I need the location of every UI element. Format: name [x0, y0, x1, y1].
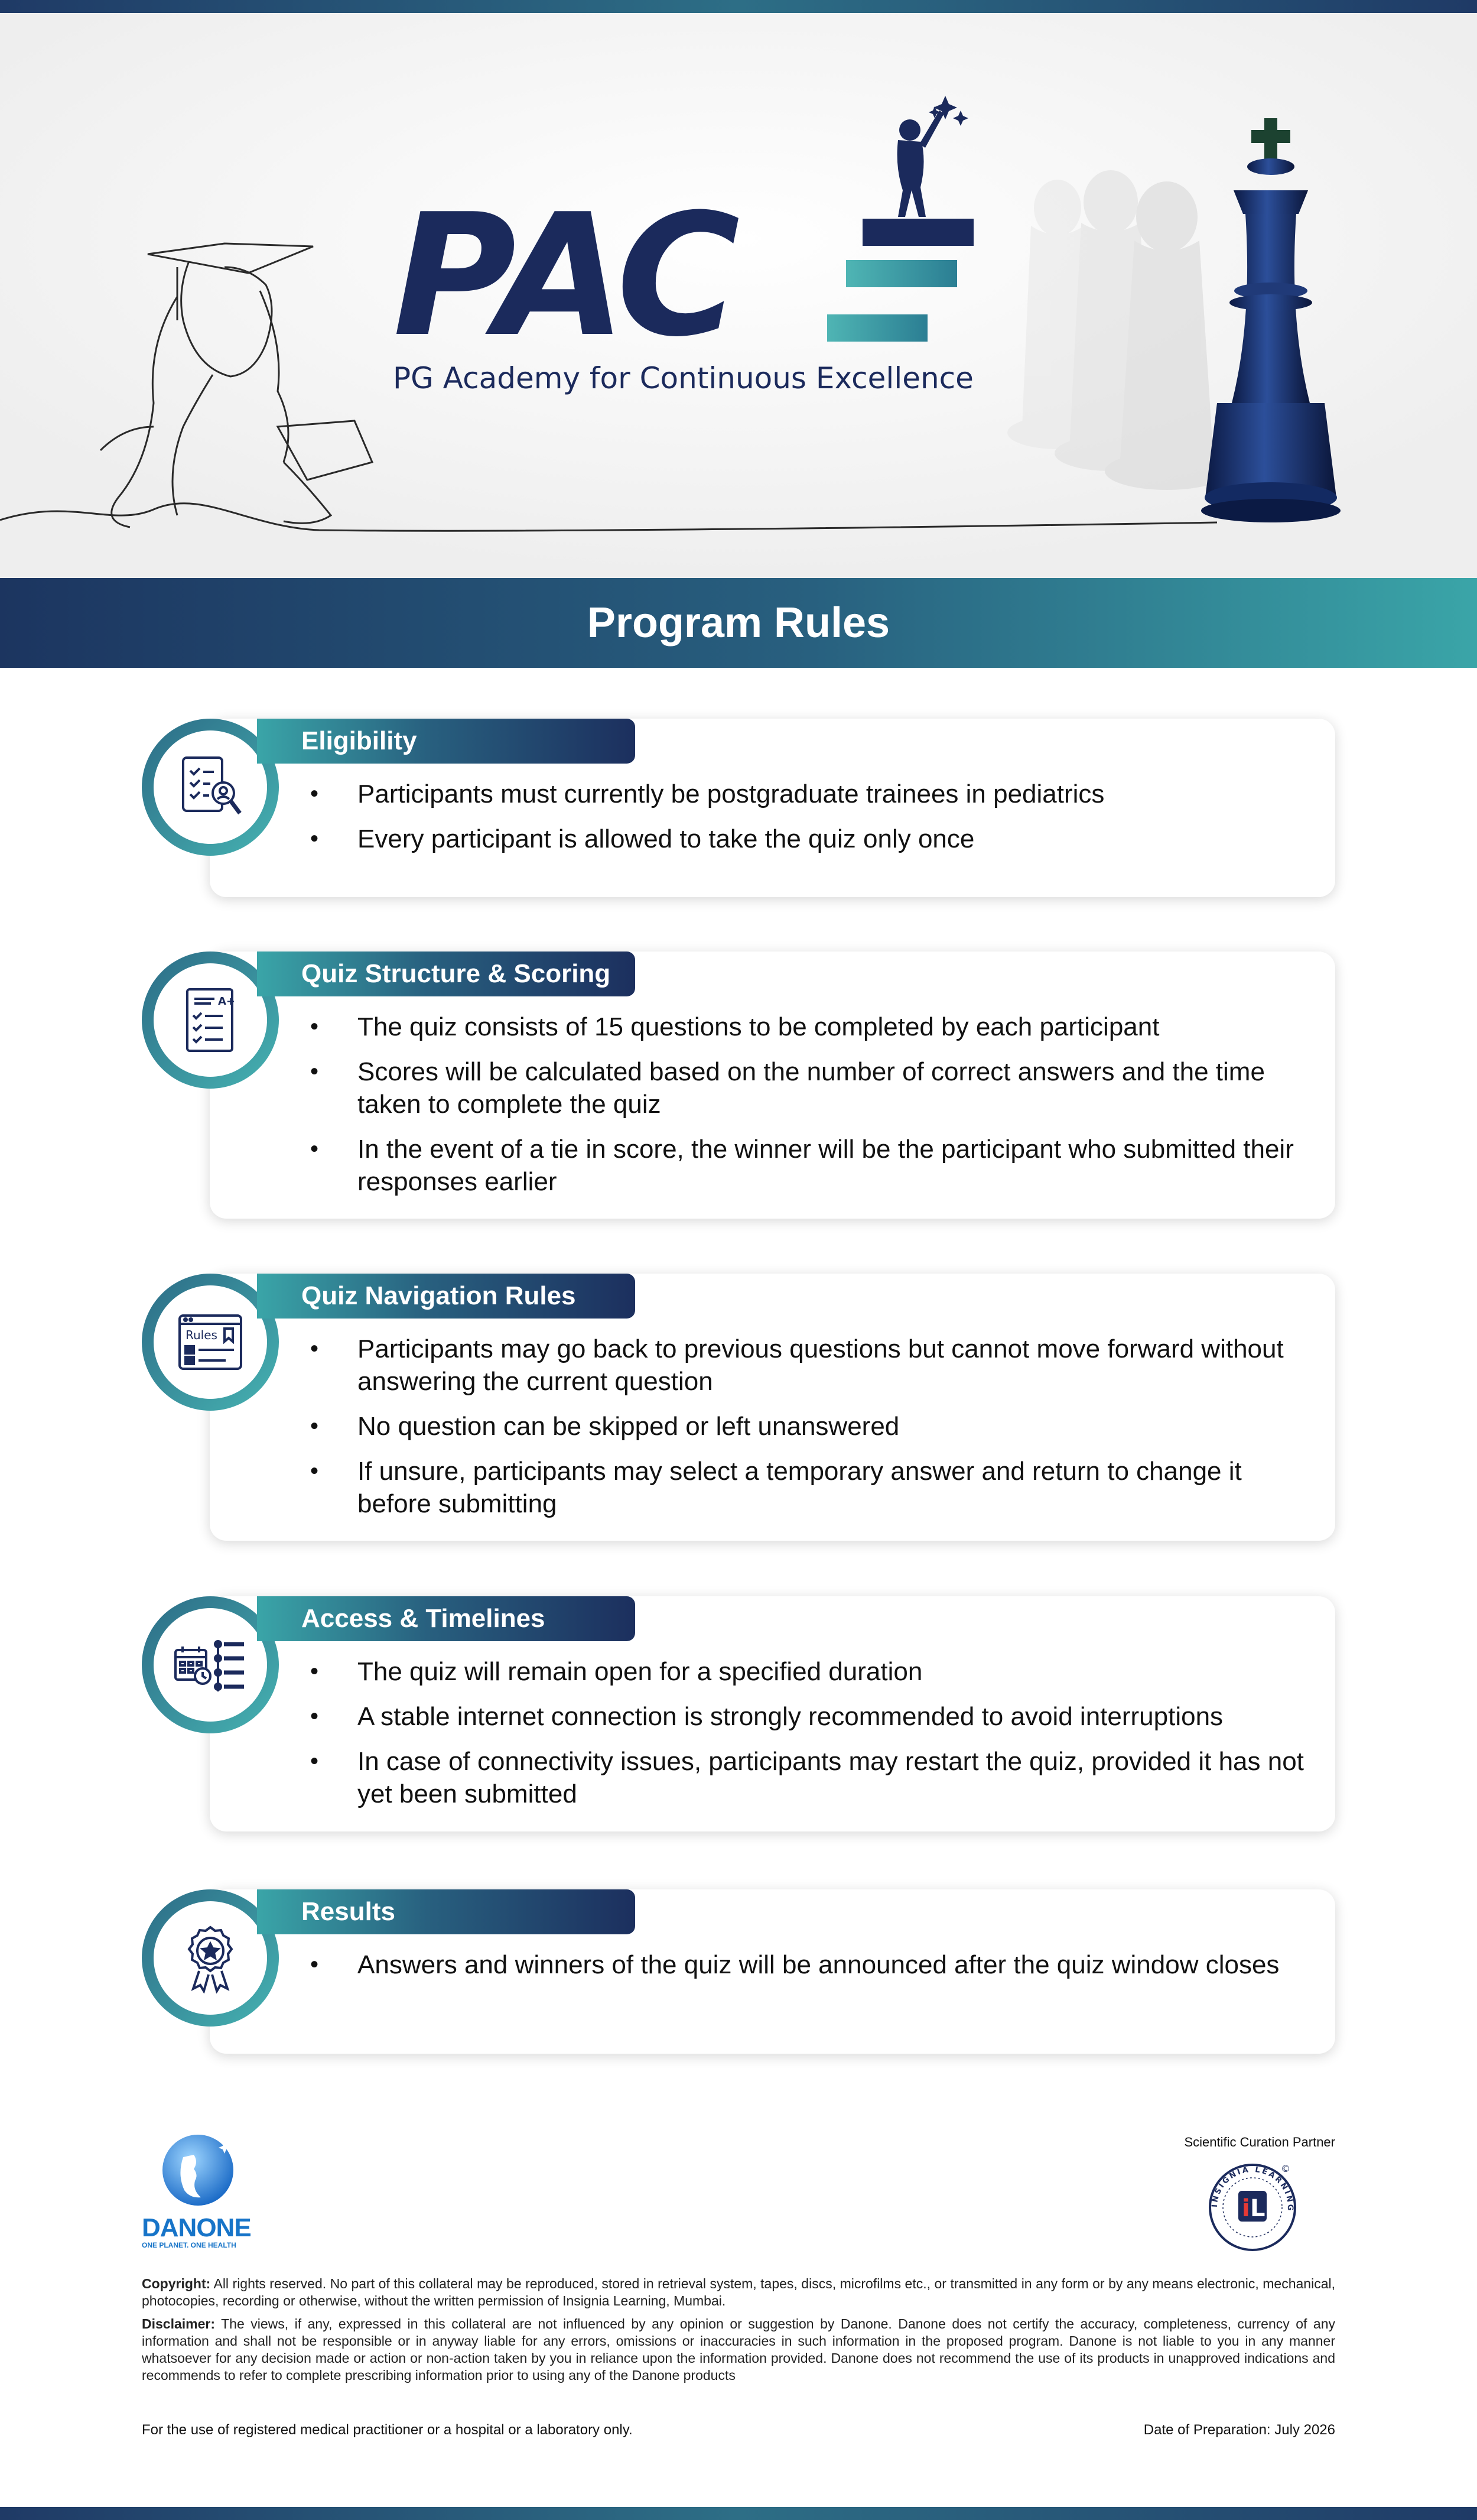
bullet-list: [310, 1011, 1320, 1210]
list-item: • If unsure, participants may select a temporary answer and return to change it before submitting: [310, 1455, 1320, 1520]
graded-checklist-icon: [178, 985, 243, 1056]
svg-text:Rules: Rules: [186, 1328, 217, 1342]
list-item: • No question can be skipped or left unanswered: [310, 1410, 1320, 1443]
danone-tagline: ONE PLANET. ONE HEALTH: [142, 2241, 236, 2249]
section-title: Quiz Structure & Scoring: [301, 959, 611, 988]
section-title: Results: [301, 1897, 395, 1926]
section-title-tab: [257, 719, 635, 764]
award-ribbon-icon: [178, 1923, 243, 1993]
list-item: • Participants may go back to previous questions but cannot move forward without answering the current question: [310, 1333, 1320, 1398]
disclaimer-notice: [142, 2316, 1335, 2384]
list-item: • In the event of a tie in score, the winner will be the participant who submitted their responses earlier: [310, 1133, 1320, 1198]
section-title-tab: [257, 1274, 635, 1319]
bottom-accent-bar: [0, 2507, 1477, 2520]
usage-note: For the use of registered medical practitioner or a hospital or a laboratory only.: [142, 2422, 633, 2438]
svg-text:INSIGNIA LEARNING: INSIGNIA LEARNING: [1210, 2165, 1295, 2213]
bullet-list: [310, 1949, 1320, 1993]
top-accent-bar: [0, 0, 1477, 13]
copyright-label: Copyright:: [142, 2276, 211, 2291]
partner-label: Scientific Curation Partner: [1184, 2135, 1335, 2149]
list-item: • Participants must currently be postgraduate trainees in pediatrics: [310, 778, 1320, 810]
list-item: • In case of connectivity issues, participants may restart the quiz, provided it has not yet been submitted: [310, 1745, 1320, 1810]
hero-illustration: [0, 13, 1477, 578]
list-item: • Every participant is allowed to take the quiz only once: [310, 823, 1320, 855]
rules-window-icon: [175, 1310, 246, 1375]
svg-text:L: L: [1250, 2195, 1265, 2222]
title-band: [0, 578, 1477, 668]
insignia-learning-logo: [1205, 2160, 1300, 2255]
section-access-timelines: [142, 1596, 1335, 1831]
danone-brand-name: DANONE: [142, 2213, 251, 2242]
section-title: Quiz Navigation Rules: [301, 1281, 576, 1310]
copyright-notice: [142, 2275, 1335, 2310]
document-search-icon: [175, 752, 246, 823]
disclaimer-text: The views, if any, expressed in this collateral are not influenced by any opinion or suggestion by Danone. Danone does not certify the accuracy, completeness, currency of any information and shall not be responsible or in anyway liable for any errors, omissions or inaccuracies in such information in the proposed program. Danone is not liable to you in any manner whatsoever for any decision made or action or non-action taken by you in reliance upon the information provided. Danone does not recommend the use of its products in unapproved indications and recommends to refer to complete prescribing information prior to using any of the Danone products: [142, 2316, 1335, 2383]
calendar-clock-icon: [172, 1632, 249, 1697]
date-of-preparation: Date of Preparation: July 2026: [1143, 2422, 1335, 2438]
chess-pawns: [1007, 170, 1229, 490]
pace-logo-subtitle: PG Academy for Continuous Excellence: [393, 361, 974, 395]
list-item: • Answers and winners of the quiz will be announced after the quiz window closes: [310, 1949, 1320, 1981]
danone-logo-icon: [142, 2133, 254, 2216]
page-title: Program Rules: [587, 599, 890, 647]
list-item: • The quiz will remain open for a specified duration: [310, 1655, 1320, 1688]
list-item: • The quiz consists of 15 questions to be completed by each participant: [310, 1011, 1320, 1043]
bullet-list: [310, 1655, 1320, 1823]
bullet-list: [310, 778, 1320, 868]
section-title-tab: [257, 1596, 635, 1641]
copyright-text: All rights reserved. No part of this collateral may be reproduced, stored in retrieval system, tapes, discs, microfilms etc., or transmitted in any form or by any means electronic, mechanical, photocopies, recording or otherwise, without the written permission of Insignia Learning, Mumbai.: [142, 2276, 1335, 2308]
section-eligibility: [142, 719, 1335, 897]
section-results: [142, 1889, 1335, 2054]
section-quiz-structure: [142, 952, 1335, 1219]
list-item: • A stable internet connection is strongly recommended to avoid interruptions: [310, 1700, 1320, 1733]
pace-logo-word: PAC: [393, 178, 736, 374]
disclaimer-label: Disclaimer:: [142, 2316, 216, 2331]
list-item: • Scores will be calculated based on the number of correct answers and the time taken to complete the quiz: [310, 1056, 1320, 1121]
section-title: Eligibility: [301, 726, 417, 755]
hero-banner: [0, 13, 1477, 578]
bullet-list: [310, 1333, 1320, 1532]
section-title-tab: [257, 1889, 635, 1934]
section-title: Access & Timelines: [301, 1604, 545, 1633]
section-title-tab: [257, 952, 635, 996]
svg-text:A+: A+: [218, 995, 236, 1008]
svg-text:i: i: [1242, 2195, 1250, 2222]
svg-text:©: ©: [1281, 2163, 1290, 2174]
section-quiz-navigation: [142, 1274, 1335, 1541]
